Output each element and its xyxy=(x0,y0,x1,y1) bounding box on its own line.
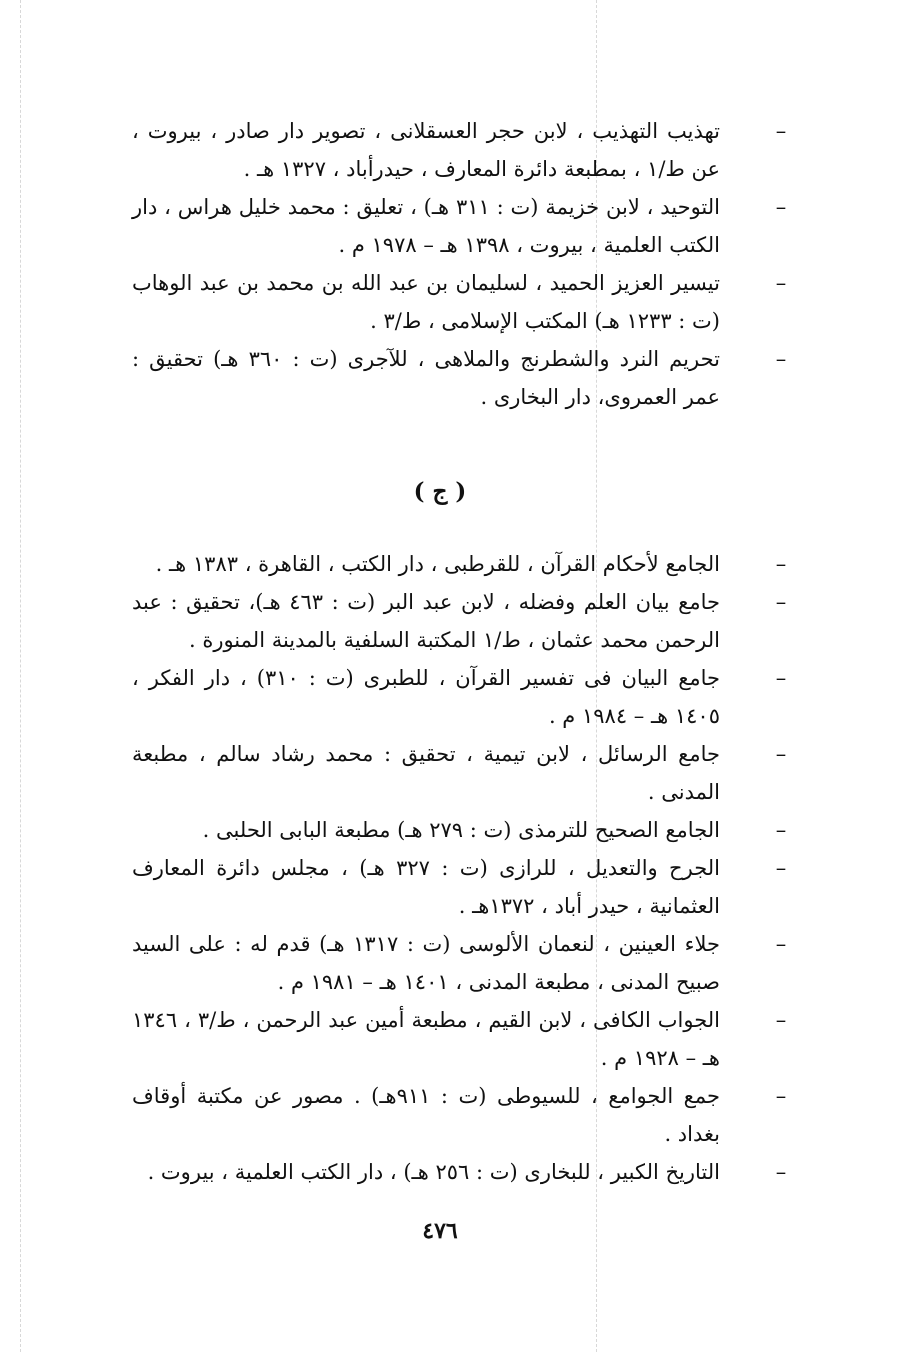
bibliography-entry xyxy=(132,811,787,849)
entry-text: تهذيب التهذيب ، لابن حجر العسقلانى ، تصوير دار صادر ، بيروت ، عن ط/١ ، بمطبعة دائرة المعارف ، حيدرأباد ، ١٣٢٧ هـ . xyxy=(132,119,720,181)
list-dash: – xyxy=(775,119,787,143)
entry-text: تيسير العزيز الحميد ، لسليمان بن عبد الله بن محمد بن عبد الوهاب (ت : ١٢٣٣ هـ) المكتب الإسلامى ، ط/٣ . xyxy=(132,271,720,333)
entry-text: تحريم النرد والشطرنج والملاهى ، للآجرى (ت : ٣٦٠ هـ) تحقيق : عمر العمروى، دار البخارى . xyxy=(132,347,720,409)
entry-text: التوحيد ، لابن خزيمة (ت : ٣١١ هـ) ، تعليق : محمد خليل هراس ، دار الكتب العلمية ، بيروت ، ١٣٩٨ هـ – ١٩٧٨ م . xyxy=(132,195,720,257)
bibliography-entry xyxy=(132,264,787,340)
bibliography-entry xyxy=(132,583,787,659)
bibliography-entry xyxy=(132,1001,787,1077)
entry-text: الجامع لأحكام القرآن ، للقرطبى ، دار الكتب ، القاهرة ، ١٣٨٣ هـ . xyxy=(155,552,720,576)
bibliography-entry xyxy=(132,112,787,188)
bibliography-entry xyxy=(132,1153,787,1191)
bibliography-entry xyxy=(132,188,787,264)
entry-text: جمع الجوامع ، للسيوطى (ت : ٩١١هـ) . مصور عن مكتبة أوقاف بغداد . xyxy=(132,1084,720,1146)
bibliography-entry xyxy=(132,735,787,811)
list-dash: – xyxy=(775,347,787,371)
entry-text: جلاء العينين ، لنعمان الألوسى (ت : ١٣١٧ هـ) قدم له : على السيد صبيح المدنى ، مطبعة المدنى ، ١٤٠١ هـ – ١٩٨١ م . xyxy=(132,932,720,994)
list-dash: – xyxy=(775,271,787,295)
list-dash: – xyxy=(775,818,787,842)
entry-text: التاريخ الكبير ، للبخارى (ت : ٢٥٦ هـ) ، دار الكتب العلمية ، بيروت . xyxy=(147,1160,720,1184)
list-dash: – xyxy=(775,742,787,766)
bibliography-entry xyxy=(132,925,787,1001)
entry-text: الجامع الصحيح للترمذى (ت : ٢٧٩ هـ) مطبعة البابى الحلبى . xyxy=(202,818,720,842)
list-dash: – xyxy=(775,666,787,690)
bibliography-entry xyxy=(132,849,787,925)
list-dash: – xyxy=(775,932,787,956)
scan-guide-line xyxy=(20,0,21,1352)
bibliography-list-jim xyxy=(132,545,787,1191)
entry-text: جامع البيان فى تفسير القرآن ، للطبرى (ت : ٣١٠) ، دار الفكر ، ١٤٠٥ هـ – ١٩٨٤ م . xyxy=(132,666,720,728)
entry-text: جامع بيان العلم وفضله ، لابن عبد البر (ت : ٤٦٣ هـ)، تحقيق : عبد الرحمن محمد عثمان ، ط/١ المكتبة السلفية بالمدينة المنورة . xyxy=(132,590,720,652)
bibliography-entry xyxy=(132,1077,787,1153)
entry-text: الجرح والتعديل ، للرازى (ت : ٣٢٧ هـ) ، مجلس دائرة المعارف العثمانية ، حيدر أباد ، ١٣٧٢هـ . xyxy=(132,856,720,918)
entry-text: جامع الرسائل ، لابن تيمية ، تحقيق : محمد رشاد سالم ، مطبعة المدنى . xyxy=(132,742,720,804)
list-dash: – xyxy=(775,1008,787,1032)
list-dash: – xyxy=(775,552,787,576)
bibliography-list-ta xyxy=(132,112,787,416)
list-dash: – xyxy=(775,195,787,219)
entry-text: الجواب الكافى ، لابن القيم ، مطبعة أمين عبد الرحمن ، ط/٣ ، ١٣٤٦ هـ – ١٩٢٨ م . xyxy=(132,1008,720,1070)
list-dash: – xyxy=(775,590,787,614)
list-dash: – xyxy=(775,1084,787,1108)
bibliography-entry xyxy=(132,340,787,416)
list-dash: – xyxy=(775,856,787,880)
list-dash: – xyxy=(775,1160,787,1184)
page-number: ٤٧٦ xyxy=(422,1218,458,1244)
bibliography-entry xyxy=(132,545,787,583)
bibliography-entry xyxy=(132,659,787,735)
section-header-jim: ( ج ) xyxy=(413,478,467,505)
